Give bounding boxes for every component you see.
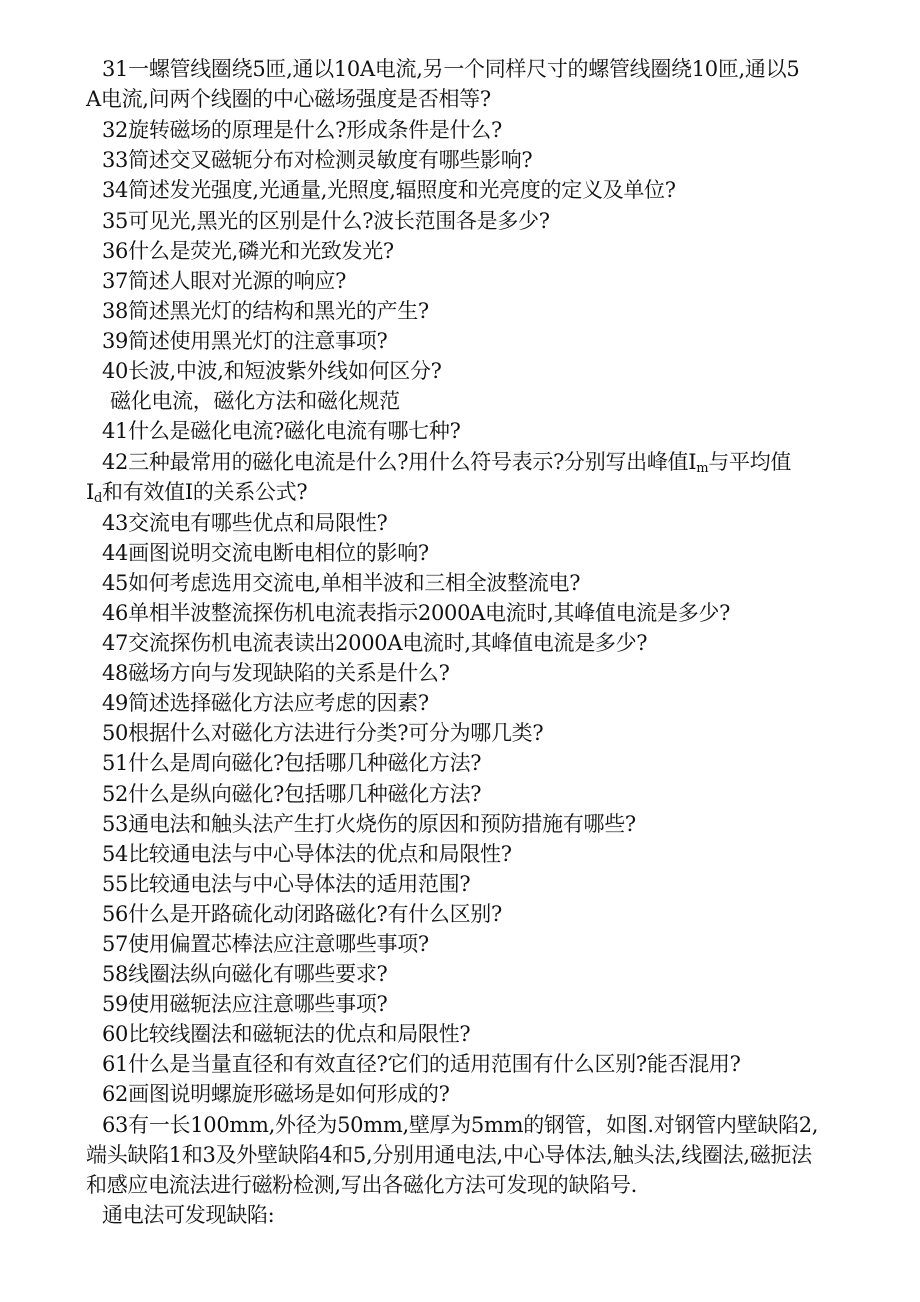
question-49: 49简述选择磁化方法应考虑的因素? xyxy=(102,691,429,715)
question-58: 58线圈法纵向磁化有哪些要求? xyxy=(102,962,388,986)
q42-text-b: 与平均值 xyxy=(708,450,792,474)
question-62: 62画图说明螺旋形磁场是如何形成的? xyxy=(102,1082,450,1106)
question-37: 37简述人眼对光源的响应? xyxy=(102,269,347,293)
question-61: 61什么是当量直径和有效直径?它们的适用范围有什么区别?能否混用? xyxy=(102,1052,741,1076)
question-45: 45如何考虑选用交流电,单相半波和三相全波整流电? xyxy=(102,571,581,595)
q42-subscript-m: m xyxy=(696,461,709,476)
question-54: 54比较通电法与中心导体法的优点和局限性? xyxy=(102,842,512,866)
question-44: 44画图说明交流电断电相位的影响? xyxy=(102,541,429,565)
question-40: 40长波,中波,和短波紫外线如何区分? xyxy=(102,359,442,383)
question-38: 38简述黑光灯的结构和黑光的产生? xyxy=(102,299,429,323)
q42-text-a: 42三种最常用的磁化电流是什么?用什么符号表示?分别写出峰值I xyxy=(102,450,697,474)
question-59: 59使用磁轭法应注意哪些事项? xyxy=(102,992,388,1016)
question-53: 53通电法和触头法产生打火烧伤的原因和预防措施有哪些? xyxy=(102,812,636,836)
question-50: 50根据什么对磁化方法进行分类?可分为哪几类? xyxy=(102,721,544,745)
section-heading: 磁化电流，磁化方法和磁化规范 xyxy=(110,389,400,413)
question-52: 52什么是纵向磁化?包括哪几种磁化方法? xyxy=(102,782,482,806)
q42-symbol-i: I xyxy=(86,480,94,504)
question-43: 43交流电有哪些优点和局限性? xyxy=(102,511,388,535)
question-35: 35可见光,黑光的区别是什么?波长范围各是多少? xyxy=(102,209,550,233)
question-33: 33简述交叉磁轭分布对检测灵敏度有哪些影响? xyxy=(102,148,533,172)
answer-prompt: 通电法可发现缺陷: xyxy=(102,1203,275,1227)
q42-subscript-d: d xyxy=(94,491,103,506)
question-39: 39简述使用黑光灯的注意事项? xyxy=(102,329,388,353)
question-31-line-2: A电流,问两个线圈的中心磁场强度是否相等? xyxy=(86,87,491,111)
question-63-line-1: 63有一长100mm,外径为50mm,壁厚为5mm的钢管，如图.对钢管内壁缺陷2, xyxy=(102,1113,819,1137)
question-48: 48磁场方向与发现缺陷的关系是什么? xyxy=(102,661,450,685)
question-57: 57使用偏置芯棒法应注意哪些事项? xyxy=(102,932,429,956)
question-32: 32旋转磁场的原理是什么?形成条件是什么? xyxy=(102,118,502,142)
question-47: 47交流探伤机电流表读出2000A电流时,其峰值电流是多少? xyxy=(102,631,648,655)
q42-text-c: 和有效值I的关系公式? xyxy=(102,480,308,504)
question-42-line-1 xyxy=(102,447,791,477)
question-42-line-2 xyxy=(86,477,307,507)
question-31-line-1: 31一螺管线圈绕5匝,通以10A电流,另一个同样尺寸的螺管线圈绕10匝,通以5 xyxy=(102,57,800,81)
question-41: 41什么是磁化电流?磁化电流有哪七种? xyxy=(102,419,461,443)
question-63-line-2: 端头缺陷1和3及外壁缺陷4和5,分别用通电法,中心导体法,触头法,线圈法,磁扼法 xyxy=(86,1143,812,1167)
question-63-line-3: 和感应电流法进行磁粉检测,写出各磁化方法可发现的缺陷号. xyxy=(86,1173,637,1197)
question-36: 36什么是荧光,磷光和光致发光? xyxy=(102,239,394,263)
question-55: 55比较通电法与中心导体法的适用范围? xyxy=(102,872,471,896)
question-60: 60比较线圈法和磁轭法的优点和局限性? xyxy=(102,1022,471,1046)
question-46: 46单相半波整流探伤机电流表指示2000A电流时,其峰值电流是多少? xyxy=(102,601,731,625)
question-51: 51什么是周向磁化?包括哪几种磁化方法? xyxy=(102,751,482,775)
question-56: 56什么是开路硫化动闭路磁化?有什么区别? xyxy=(102,902,502,926)
question-34: 34简述发光强度,光通量,光照度,辐照度和光亮度的定义及单位? xyxy=(102,178,676,202)
